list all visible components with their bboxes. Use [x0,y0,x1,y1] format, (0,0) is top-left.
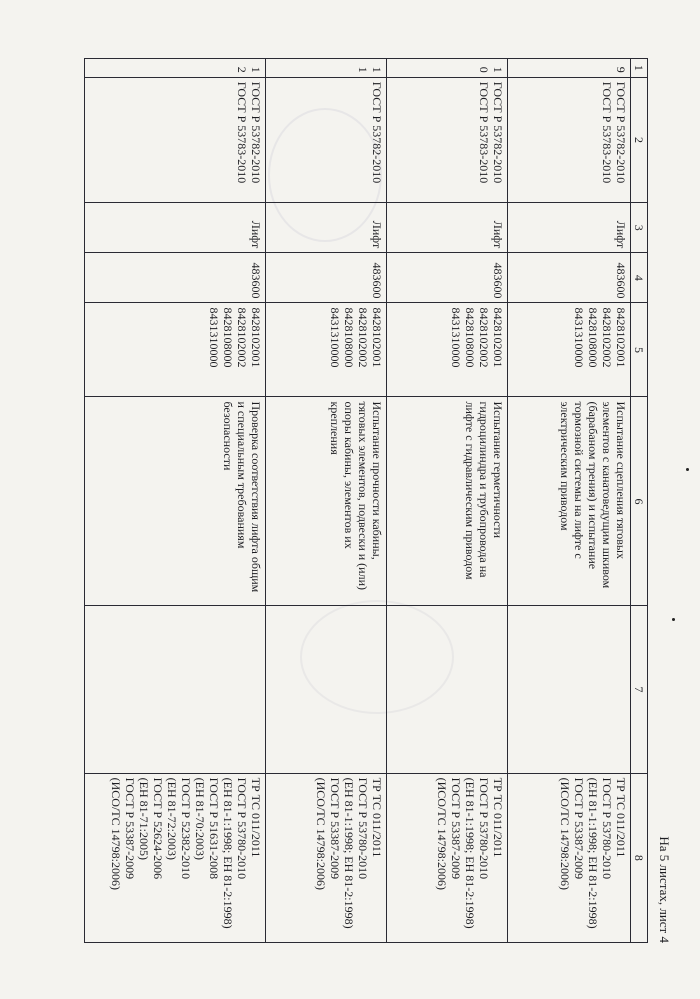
tnved-code: 8428102001 [491,307,505,368]
column-header: 1 [631,59,648,78]
sheet-number-note: На 5 листах, лист 4 [657,836,672,943]
method-standards [508,77,631,202]
method-standards [266,77,387,202]
requirement: ГОСТ Р 51631-2008 [207,777,221,880]
requirement: ТР ТС 011/2011 [614,777,628,858]
standard: ГОСТ Р 53783-2010 [477,81,491,184]
requirement: ГОСТ Р 53780-2010 [356,777,370,880]
requirement: (ИСО/ТС 14798:2006) [314,777,328,890]
tnved-code: 8431310000 [572,307,586,368]
column-7-cell [508,606,631,773]
okp-code: 483600 [508,253,631,303]
tnved-code: 8431310000 [328,307,342,368]
object-name: Лифт [508,203,631,253]
tnved-code: 8428108000 [463,307,477,368]
standard: ГОСТ Р 53782-2010 [249,81,263,184]
requirement: ГОСТ Р 53780-2010 [235,777,249,880]
requirement: ГОСТ Р 53387-2009 [328,777,342,880]
requirements [387,773,508,942]
column-header: 8 [631,773,648,942]
row-number: 9 [508,59,631,78]
standard: ГОСТ Р 53783-2010 [235,81,249,184]
method-standards [387,77,508,202]
requirements [85,773,266,942]
tnved-code: 8428102001 [370,307,384,368]
requirement: ТР ТС 011/2011 [491,777,505,858]
okp-code: 483600 [387,253,508,303]
requirement: ГОСТ Р 53780-2010 [477,777,491,880]
requirement: ГОСТ Р 52624-2006 [151,777,165,880]
requirement: (ЕН 81-1:1998; ЕН 81-2:1998) [586,777,600,929]
tnved-code: 8431310000 [207,307,221,368]
requirement: (ИСО/ТС 14798:2006) [109,777,123,890]
object-name: Лифт [387,203,508,253]
tnved-code: 8428102002 [600,307,614,368]
method-standards [85,77,266,202]
column-header: 3 [631,203,648,253]
tnved-code: 8428102002 [477,307,491,368]
column-header: 6 [631,397,648,606]
test-description: Испытание сцепления тяговых элементов с канатоведущим шкивом (барабаном трения) и испытание тормозной системы на лифте с электрическим приводом [508,397,631,606]
requirement: ГОСТ Р 53387-2009 [572,777,586,880]
tnved-code: 8428108000 [342,307,356,368]
tnved-code: 8428108000 [586,307,600,368]
tnved-code: 8428102001 [614,307,628,368]
tnved-codes [508,303,631,397]
requirements [266,773,387,942]
scan-speck [672,618,675,621]
requirement: ГОСТ Р 53387-2009 [449,777,463,880]
standard: ГОСТ Р 53782-2010 [370,81,384,184]
requirement: ГОСТ Р 53780-2010 [600,777,614,880]
column-header: 7 [631,606,648,773]
tnved-code: 8428108000 [221,307,235,368]
standard: ГОСТ Р 53782-2010 [614,81,628,184]
okp-code: 483600 [266,253,387,303]
requirement: (ЕН 81-1:1998; ЕН 81-2:1998) [221,777,235,929]
requirement: (ИСО/ТС 14798:2006) [558,777,572,890]
tnved-code: 8428102002 [356,307,370,368]
tnved-codes [85,303,266,397]
tnved-code: 8431310000 [449,307,463,368]
requirement: (ЕН 81-1:1998; ЕН 81-2:1998) [463,777,477,929]
table-row [387,59,508,943]
requirement: ТР ТС 011/2011 [370,777,384,858]
tnved-codes [266,303,387,397]
test-description: Испытание герметичности гидроцилиндра и трубопровода на лифте с гидравлическим приводом [387,397,508,606]
tnved-code: 8428102001 [249,307,263,368]
requirement: (ЕН 81-72:2003) [165,777,179,860]
column-7-cell [266,606,387,773]
tnved-codes [387,303,508,397]
requirement: (ЕН 81-70:2003) [193,777,207,860]
requirement: (ЕН 81-71:2005) [137,777,151,860]
object-name: Лифт [266,203,387,253]
test-description: Проверка соответствия лифта общим и специальным требованиям безопасности [85,397,266,606]
row-number: 11 [266,59,387,78]
standard: ГОСТ Р 53782-2010 [491,81,505,184]
requirement: (ЕН 81-1:1998; ЕН 81-2:1998) [342,777,356,929]
requirement: (ИСО/ТС 14798:2006) [435,777,449,890]
table-row [508,59,631,943]
standard: ГОСТ Р 53783-2010 [600,81,614,184]
column-header: 5 [631,303,648,397]
column-7-cell [387,606,508,773]
column-number-row [631,59,648,943]
scan-speck [686,468,689,471]
rotated-page [68,58,672,943]
test-description: Испытание прочности кабины, тяговых элементов, подвески и (или) опоры кабины, элементов их крепления [266,397,387,606]
okp-code: 483600 [85,253,266,303]
requirement: ГОСТ Р 53387-2009 [123,777,137,880]
requirement: ТР ТС 011/2011 [249,777,263,858]
requirement: ГОСТ Р 52382-2010 [179,777,193,880]
column-7-cell [85,606,266,773]
accreditation-scope-table [84,58,648,943]
column-header: 2 [631,77,648,202]
requirements [508,773,631,942]
row-number: 12 [85,59,266,78]
column-header: 4 [631,253,648,303]
object-name: Лифт [85,203,266,253]
table-row [266,59,387,943]
table-row [85,59,266,943]
tnved-code: 8428102002 [235,307,249,368]
row-number: 10 [387,59,508,78]
